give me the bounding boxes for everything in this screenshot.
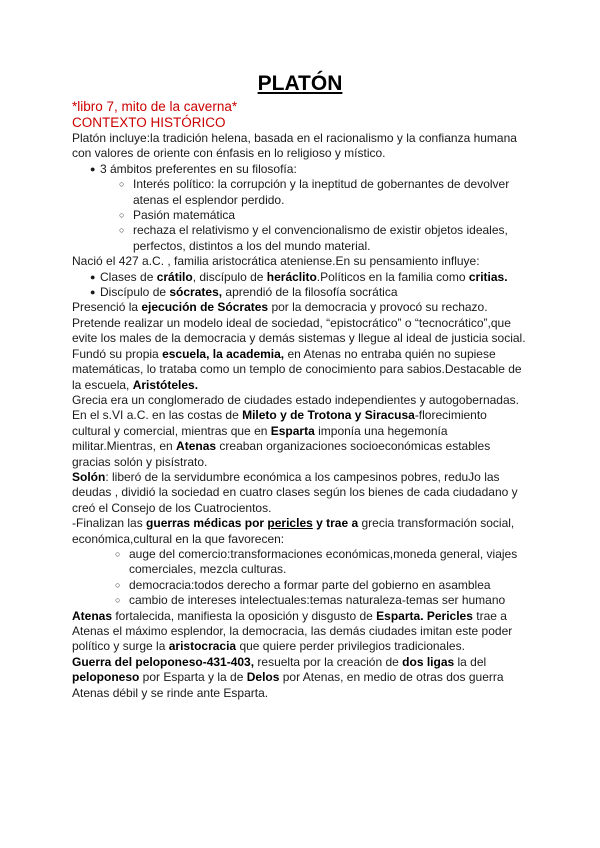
list-item: ● Clases de crátilo, discípulo de heráclito.Políticos en la familia como critias. — [100, 270, 528, 285]
list-item: ● Discípulo de sócrates, aprendió de la filosofía socrática — [100, 285, 528, 300]
guerra-paragraph: Guerra del peloponeso-431-403, resuelta por la creación de dos ligas la del peloponeso por Esparta y la de Delos por Atenas, en medio de otras dos guerra Atenas débil y se rinde ante Esparta. — [72, 654, 504, 700]
subtitle-libro: *libro 7, mito de la caverna* — [72, 99, 238, 114]
list-item: ○ cambio de intereses intelectuales:temas naturaleza-temas ser humano — [129, 593, 528, 608]
list-item: ○ democracia:todos derecho a formar parte del gobierno en asamblea — [129, 578, 528, 593]
page-title: PLATÓN — [257, 72, 343, 95]
finalizan-paragraph: -Finalizan las guerras médicas por pericles y trae a grecia transformación social, económica,cultural en la que favorecen: — [72, 516, 515, 546]
list-item: ○ rechaza el relativismo y el convencionalismo de existir objetos ideales, perfectos, distintos a los del mundo material. — [133, 223, 528, 254]
bullet-list — [72, 162, 528, 177]
list-item: ● 3 ámbitos preferentes en su filosofía: — [100, 162, 528, 177]
list-item: ○ Interés político: la corrupción y la ineptitud de gobernantes de devolver atenas el esplendor perdido. — [133, 177, 528, 208]
nacio-paragraph: Nació el 427 a.C. , familia aristocrática ateniense.En su pensamiento influye: — [72, 254, 480, 269]
solon-paragraph: Solón: liberó de la servidumbre económica a los campesinos pobres, reduJo las deudas , dividió la sociedad en cuatro clases según los bienes de cada ciudadano y creó el Consejo de los Cuatrocientos. — [72, 469, 518, 515]
document-page — [72, 72, 528, 701]
intro-paragraph: Platón incluye:la tradición helena, basada en el racionalismo y la confianza humana con valores de oriente con énfasis en lo religioso y místico. — [72, 131, 517, 161]
sub-list-ambitos — [72, 177, 528, 254]
grecia-paragraph: Grecia era un conglomerado de ciudades estado independientes y autogobernadas. En el s.VI a.C. en las costas de Mileto y de Trotona y Siracusa-florecimiento cultural y comercial, mientras que en Esparta imponía una hegemonía militar.Mientras, en Atenas creaban organizaciones socioeconómicas estables gracias solón y pisístrato. — [72, 392, 519, 469]
list-item: ○ auge del comercio:transformaciones económicas,moneda general, viajes comerciales, mezcla culturas. — [129, 547, 528, 578]
fundo-paragraph: Fundó su propia escuela, la academia, en Atenas no entraba quién no supiese matemáticas, lo trataba como un templo de conocimiento para sabios.Destacable de la escuela, Aristóteles. — [72, 346, 522, 392]
list-item: ○ Pasión matemática — [133, 208, 528, 223]
bullet-list-influences — [72, 270, 528, 301]
presencio-paragraph: Presenció la ejecución de Sócrates por la democracia y provocó su rechazo. Pretende realizar un modelo ideal de sociedad, “epistocrático” o “tecnocrático”,que evite los males de la democracia y demás sistemas y llegue al ideal de justicia social. — [72, 300, 526, 346]
atenas-paragraph: Atenas fortalecida, manifiesta la oposición y disgusto de Esparta. Pericles trae a Atenas el máximo esplendor, la democracia, las demás ciudades imitan este poder político y surge la aristocracia que quiere perder privilegios tradicionales. — [72, 608, 513, 654]
sub-list-favorecen — [72, 547, 528, 609]
section-heading: CONTEXTO HISTÓRICO — [72, 115, 226, 130]
